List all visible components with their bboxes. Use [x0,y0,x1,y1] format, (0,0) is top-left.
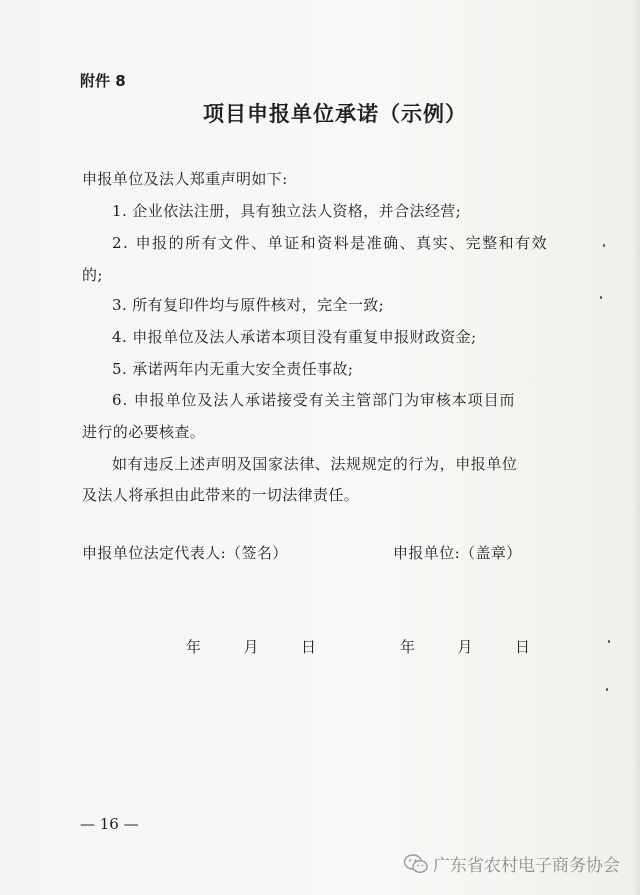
list-item: 4. 申报单位及法人承诺本项目没有重复申报财政资金; [112,328,477,346]
list-item-continuation: 的; [82,266,103,284]
scan-speck [600,296,602,299]
scan-speck [606,688,608,691]
date-day: 日 [300,638,316,656]
list-item: 3. 所有复印件均与原件核对，完全一致; [112,296,385,314]
signature-unit-seal: 申报单位:（盖章） [393,544,522,562]
scan-speck [603,244,605,247]
date-right [400,636,530,657]
list-item: 2. 申报的所有文件、单证和资料是准确、真实、完整和有效 [112,234,549,252]
list-item: 6. 申报单位及法人承诺接受有关主管部门为审核本项目而 [112,391,516,409]
signature-representative: 申报单位法定代表人:（签名） [82,544,288,562]
watermark [403,851,620,876]
intro-text: 申报单位及法人郑重声明如下: [82,170,288,188]
page-number: — 16 — [80,815,139,833]
attachment-label: 附件 8 [80,72,126,90]
watermark-text: 广东省农村电子商务协会 [433,856,620,876]
date-month: 月 [457,638,473,656]
page-title: 项目申报单位承诺（示例） [203,102,467,126]
list-item: 1. 企业依法注册，具有独立法人资格，并合法经营; [112,202,462,220]
list-item: 5. 承诺两年内无重大安全责任事故; [112,360,354,378]
date-day: 日 [514,638,530,656]
scan-speck [608,640,610,643]
page-edge-shadow [632,0,640,895]
date-left [186,636,316,657]
wechat-icon [403,853,429,875]
closing-text: 如有违反上述声明及国家法律、法规规定的行为，申报单位 [112,455,518,473]
date-year: 年 [186,638,202,656]
list-item-continuation: 进行的必要核查。 [82,423,206,441]
date-month: 月 [243,638,259,656]
date-year: 年 [400,638,416,656]
closing-text-continuation: 及法人将承担由此带来的一切法律责任。 [82,486,360,504]
